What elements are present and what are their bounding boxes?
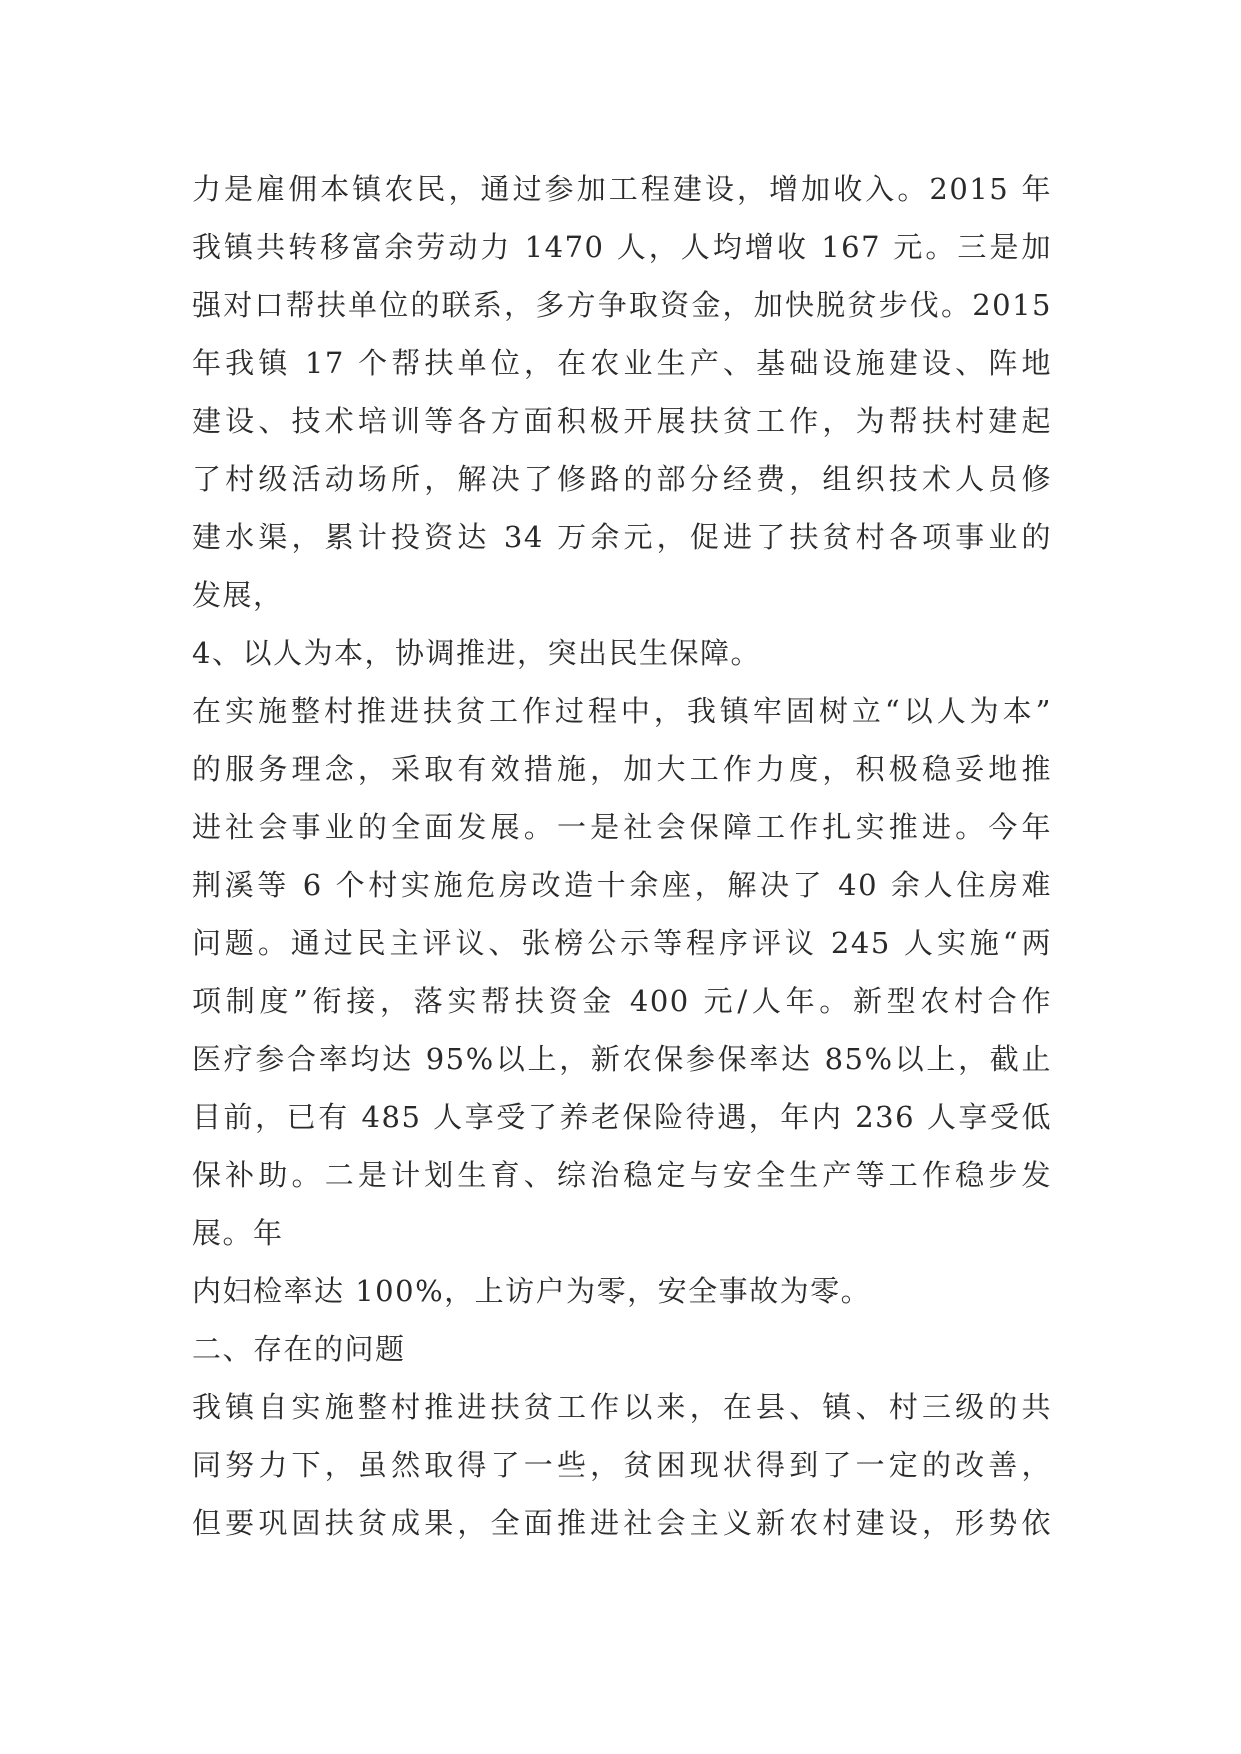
text-line: 展。年 [192,1216,284,1250]
text-line: 的服务理念，采取有效措施，加大工作力度，积极稳妥地推 [192,752,1052,786]
text-line: 发展， [192,578,284,612]
section-heading: 4、以人为本，协调推进，突出民生保障。 [192,636,761,670]
text-line: 我镇自实施整村推进扶贫工作以来，在县、镇、村三级的共 [192,1390,1052,1424]
text-line: 荆溪等 6 个村实施危房改造十余座，解决了 40 余人住房难 [192,868,1052,902]
text-line: 进社会事业的全面发展。一是社会保障工作扎实推进。今年 [192,810,1052,844]
text-line: 了村级活动场所，解决了修路的部分经费，组织技术人员修 [192,462,1052,496]
text-line: 强对口帮扶单位的联系，多方争取资金，加快脱贫步伐。2015 [192,288,1052,322]
text-line: 在实施整村推进扶贫工作过程中，我镇牢固树立“以人为本” [192,694,1052,728]
text-line: 建水渠，累计投资达 34 万余元，促进了扶贫村各项事业的 [192,520,1052,554]
text-line: 但要巩固扶贫成果，全面推进社会主义新农村建设，形势依 [192,1506,1052,1540]
text-line: 医疗参合率均达 95%以上，新农保参保率达 85%以上，截止 [192,1042,1052,1076]
document-body [192,160,1052,1552]
text-line: 同努力下，虽然取得了一些，贫困现状得到了一定的改善， [192,1448,1052,1482]
text-line: 年我镇 17 个帮扶单位，在农业生产、基础设施建设、阵地 [192,346,1052,380]
text-line: 保补助。二是计划生育、综治稳定与安全生产等工作稳步发 [192,1158,1052,1192]
text-line: 目前，已有 485 人享受了养老保险待遇，年内 236 人享受低 [192,1100,1052,1134]
text-line: 内妇检率达 100%，上访户为零，安全事故为零。 [192,1274,872,1308]
text-line: 问题。通过民主评议、张榜公示等程序评议 245 人实施“两 [192,926,1052,960]
text-line: 项制度”衔接，落实帮扶资金 400 元/人年。新型农村合作 [192,984,1052,1018]
section-heading: 二、存在的问题 [192,1332,406,1366]
text-line: 建设、技术培训等各方面积极开展扶贫工作，为帮扶村建起 [192,404,1052,438]
text-line: 力是雇佣本镇农民，通过参加工程建设，增加收入。2015 年 [192,172,1052,206]
text-line: 我镇共转移富余劳动力 1470 人，人均增收 167 元。三是加 [192,230,1052,264]
